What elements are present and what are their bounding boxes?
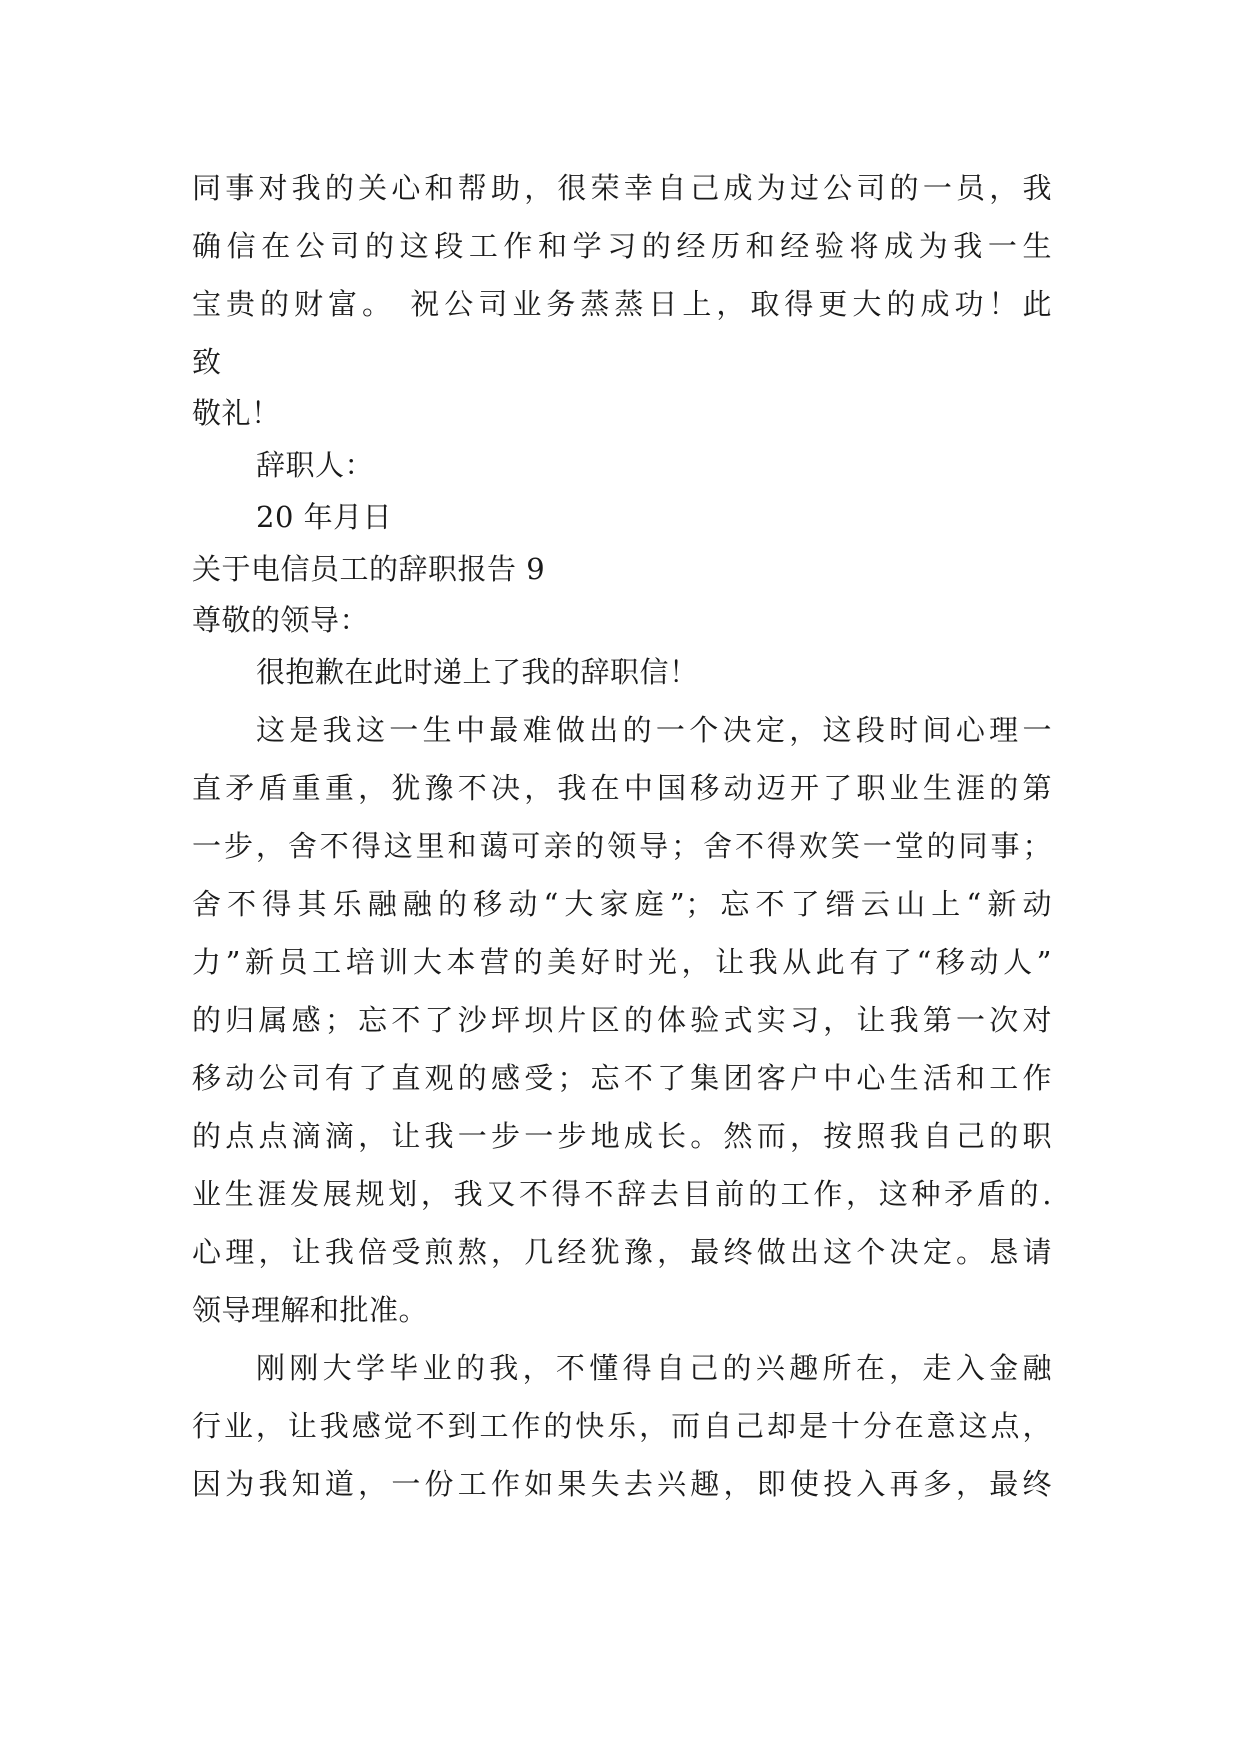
body-text-line: 业生涯发展规划，我又不得不辞去目前的工作，这种矛盾的. — [192, 1177, 1052, 1211]
body-text-line: 因为我知道，一份工作如果失去兴趣，即使投入再多，最终 — [192, 1467, 1052, 1501]
body-text-line: 同事对我的关心和帮助，很荣幸自己成为过公司的一员，我 — [192, 171, 1052, 205]
signature-label: 辞职人： — [256, 448, 375, 482]
body-text-line: 直矛盾重重，犹豫不决，我在中国移动迈开了职业生涯的第 — [192, 771, 1052, 805]
body-text-line: 行业，让我感觉不到工作的快乐，而自己却是十分在意这点， — [192, 1409, 1052, 1443]
section-heading: 关于电信员工的辞职报告 9 — [192, 552, 546, 586]
body-text-line: 刚刚大学毕业的我，不懂得自己的兴趣所在，走入金融 — [256, 1351, 1052, 1385]
closing-salutation: 敬礼！ — [192, 396, 281, 430]
body-text-line: 舍不得其乐融融的移动“大家庭”；忘不了缙云山上“新动 — [192, 887, 1052, 921]
date-line: 20 年月日 — [256, 500, 393, 534]
body-text-line: 移动公司有了直观的感受；忘不了集团客户中心生活和工作 — [192, 1061, 1052, 1095]
body-text-line: 的归属感；忘不了沙坪坝片区的体验式实习，让我第一次对 — [192, 1003, 1052, 1037]
body-text-line: 的点点滴滴，让我一步一步地成长。然而，按照我自己的职 — [192, 1119, 1052, 1153]
body-text-line: 很抱歉在此时递上了我的辞职信！ — [256, 655, 699, 689]
salutation: 尊敬的领导： — [192, 603, 370, 637]
body-text-line: 一步，舍不得这里和蔼可亲的领导；舍不得欢笑一堂的同事； — [192, 829, 1052, 863]
body-text-line: 宝贵的财富。 祝公司业务蒸蒸日上，取得更大的成功！此 — [192, 287, 1052, 321]
body-text-line: 心理，让我倍受煎熬，几经犹豫，最终做出这个决定。恳请 — [192, 1235, 1052, 1269]
body-text-line: 领导理解和批准。 — [192, 1293, 429, 1327]
body-text-line: 确信在公司的这段工作和学习的经历和经验将成为我一生 — [192, 229, 1052, 263]
body-text-line: 致 — [192, 345, 222, 379]
body-text-line: 力”新员工培训大本营的美好时光，让我从此有了“移动人” — [192, 945, 1052, 979]
body-text-line: 这是我这一生中最难做出的一个决定，这段时间心理一 — [256, 713, 1052, 747]
